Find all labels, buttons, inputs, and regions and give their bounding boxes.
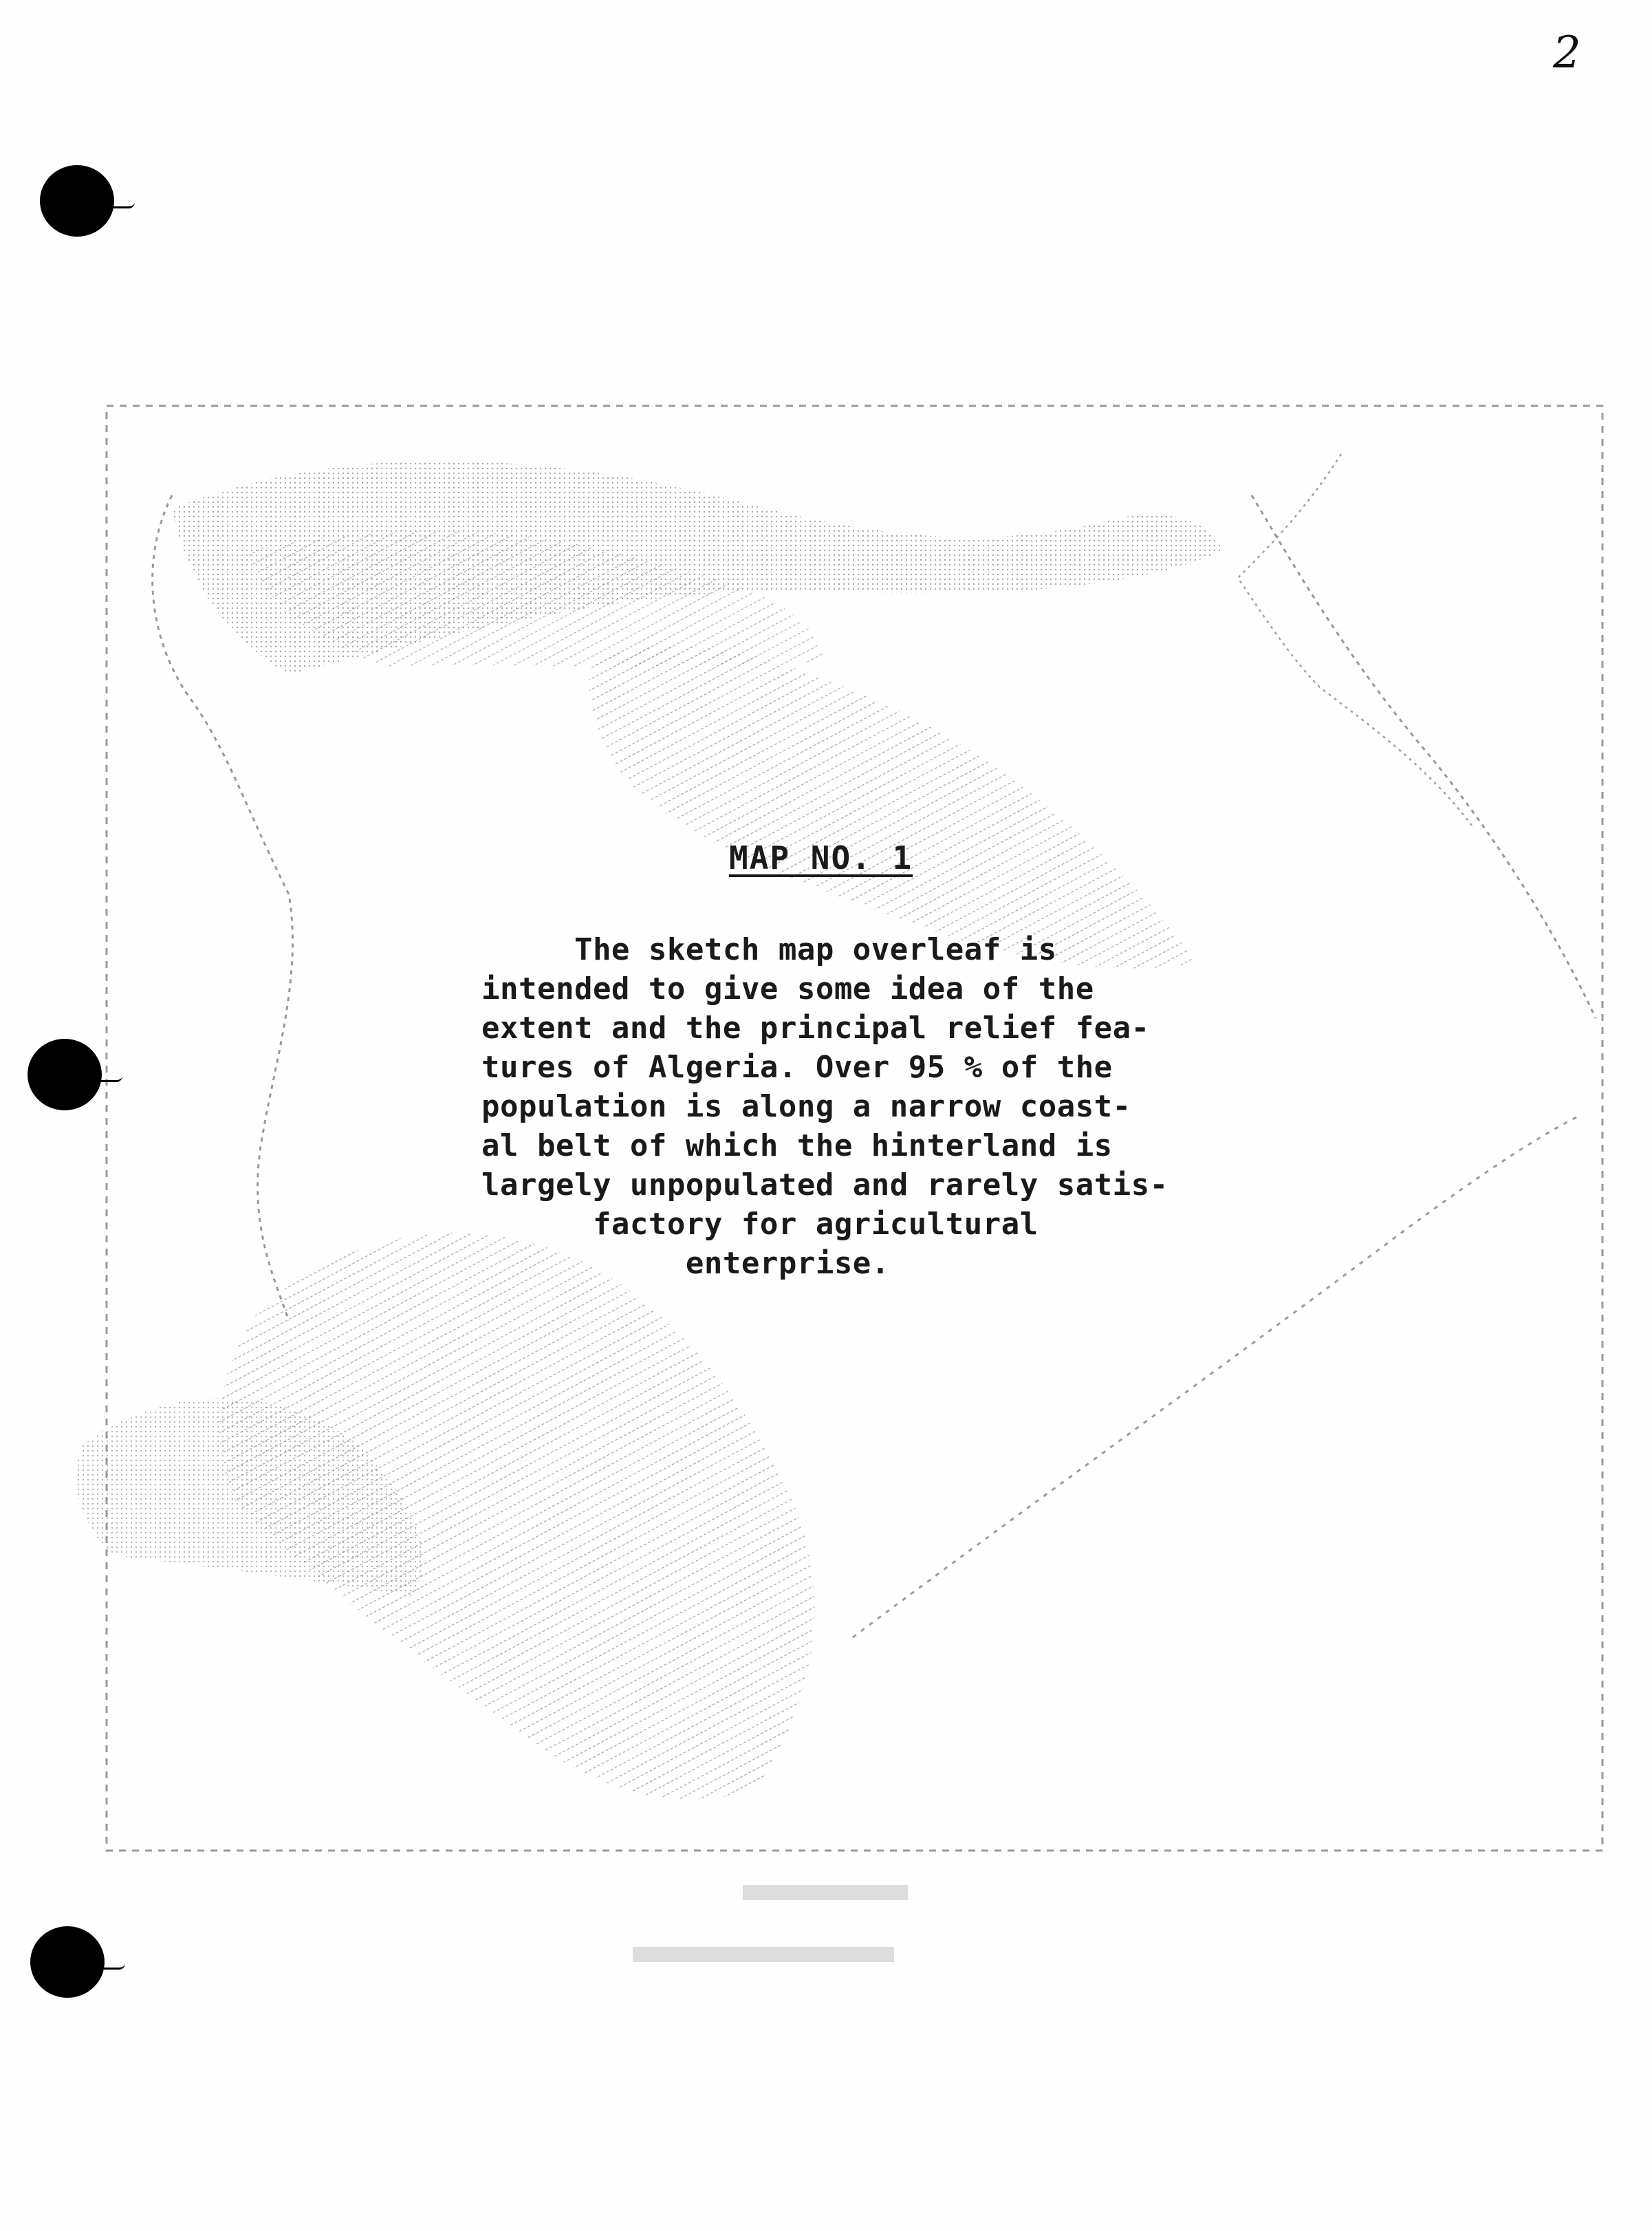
notice-line: intended to give some idea of the [481,971,1094,1006]
notice-line: extent and the principal relief fea- [481,1011,1150,1046]
page-number: 2 [1553,28,1581,78]
notice-body [481,930,1320,1283]
binder-hole-top [40,165,114,237]
notice-line: factory for agricultural [481,1207,1039,1242]
notice-line: largely unpopulated and rarely satis- [481,1167,1169,1203]
show-through-caption-2 [633,1947,894,1962]
notice-line: enterprise. [481,1246,890,1281]
river-trace [1238,454,1472,826]
notice-title: MAP NO. 1 [729,839,913,876]
binder-hole-middle [28,1039,102,1110]
notice-line: The sketch map overleaf is [481,932,1057,967]
binder-hole-bottom [30,1926,105,1998]
notice-line: al belt of which the hinterland is [481,1128,1113,1163]
notice-line: tures of Algeria. Over 95 % of the [481,1050,1113,1085]
notice-line: population is along a narrow coast- [481,1089,1131,1124]
show-through-caption-1 [743,1885,908,1900]
map-notice [481,839,1320,1283]
